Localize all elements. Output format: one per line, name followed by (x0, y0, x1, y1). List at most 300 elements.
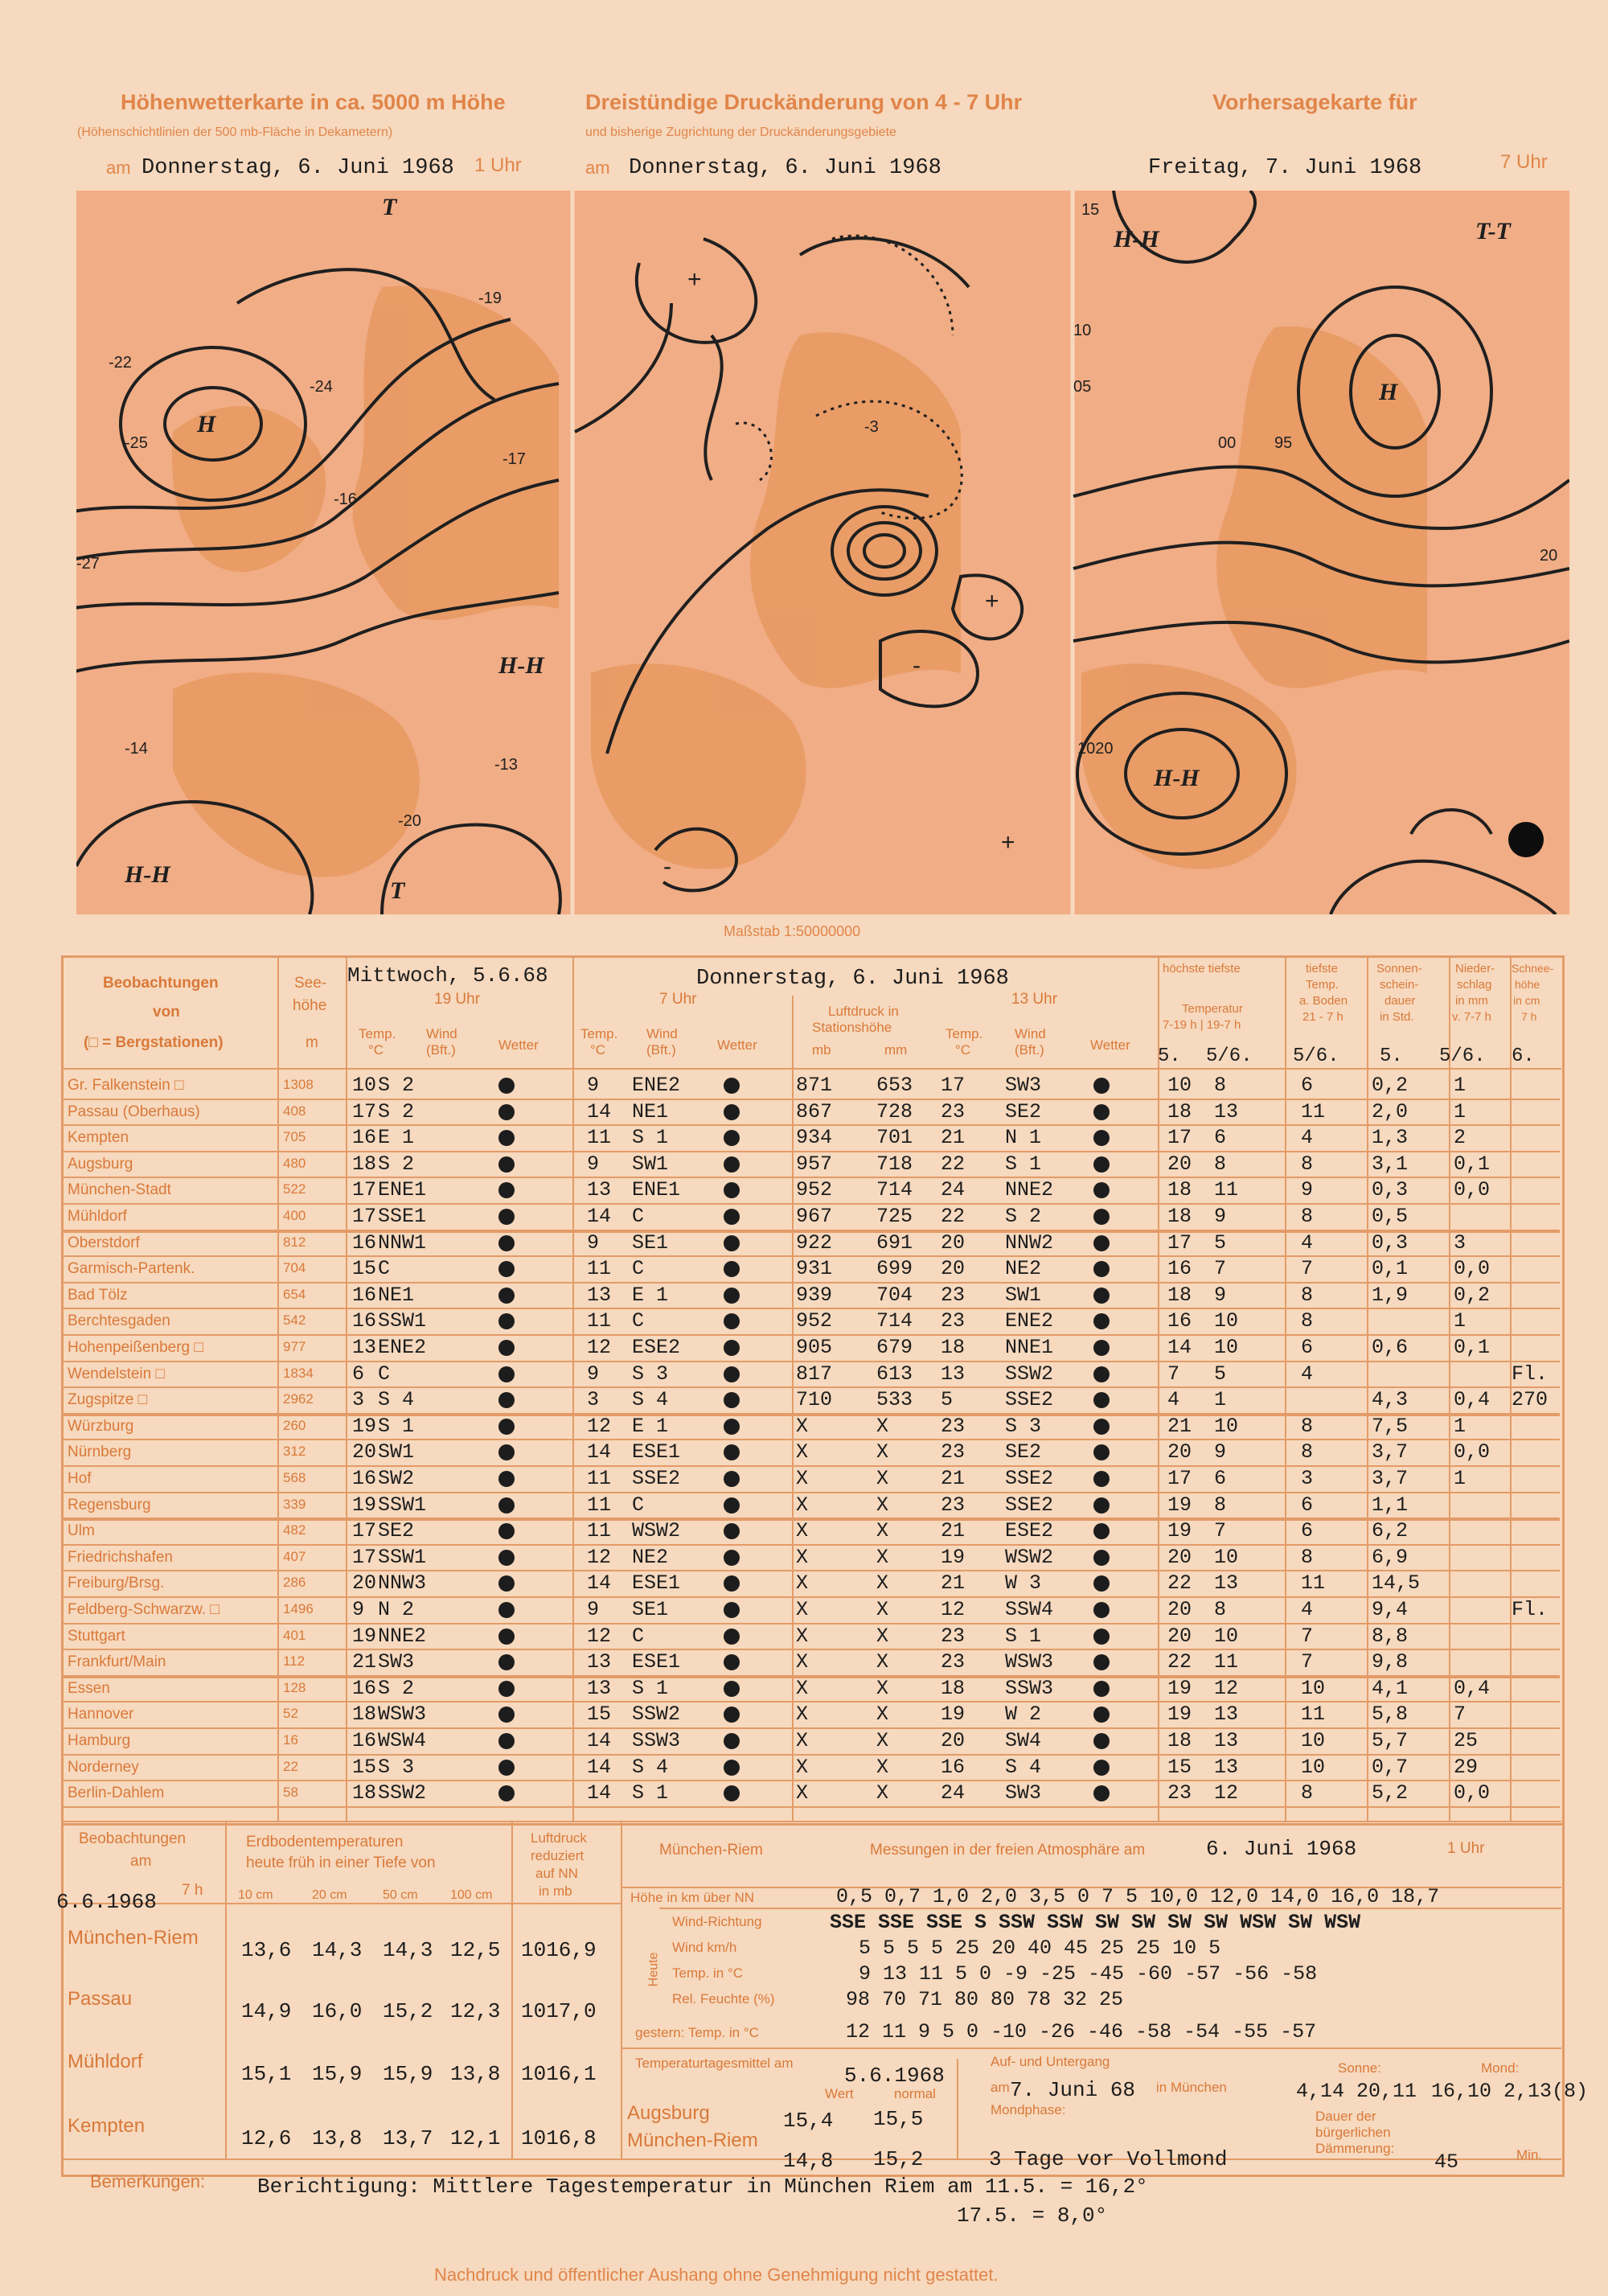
station-name: Bad Tölz (68, 1286, 128, 1304)
weather-symbol-icon (498, 1104, 515, 1120)
table-cell: 718 (876, 1152, 913, 1176)
remarks-line1: Berichtigung: Mittlere Tagestemperatur in München Riem am 11.5. = 16,2° (257, 2175, 1148, 2199)
table-cell: SW3 (1005, 1074, 1042, 1097)
table-cell: 9 (587, 1362, 600, 1386)
table-cell: C (632, 1493, 645, 1517)
table-cell: SSW3 (632, 1729, 681, 1752)
table-cell: 8 (1214, 1598, 1227, 1621)
table-cell: 339 (283, 1496, 306, 1512)
table-cell: 4 (1301, 1362, 1314, 1386)
table-cell: 957 (796, 1152, 833, 1176)
table-cell: 3,1 (1372, 1152, 1409, 1176)
map2-subtitle: und bisherige Zugrichtung der Druckänderungsgebiete (585, 125, 896, 139)
table-cell: 20 (1167, 1440, 1192, 1464)
map3-time: 7 Uhr (1500, 151, 1548, 173)
svg-text:-17: -17 (503, 450, 526, 468)
weather-symbol-icon (498, 1654, 515, 1670)
station-name: Berlin-Dahlem (68, 1785, 165, 1802)
table-cell: 9 (587, 1152, 600, 1176)
table-cell: X (876, 1598, 889, 1621)
table-cell: 407 (283, 1548, 306, 1564)
table-cell: 9 (1214, 1205, 1227, 1228)
table-cell: WSW3 (1005, 1650, 1054, 1674)
table-cell: C (632, 1624, 645, 1648)
aero-date: 6. Juni 1968 (1206, 1837, 1357, 1861)
weather-symbol-icon (724, 1785, 740, 1801)
table-cell: X (876, 1493, 889, 1517)
table-cell: ESE1 (632, 1650, 681, 1674)
weather-symbol-icon (498, 1471, 515, 1487)
weather-symbol-icon (1093, 1733, 1110, 1749)
table-cell: 9 (1214, 1440, 1227, 1464)
table-row (63, 1361, 1560, 1387)
table-cell: 4 (1167, 1388, 1180, 1412)
station-name: Feldberg-Schwarzw. □ (68, 1601, 219, 1618)
weather-symbol-icon (498, 1130, 515, 1146)
weather-symbol-icon (498, 1707, 515, 1723)
table-cell: 817 (796, 1362, 833, 1386)
table-cell: 7 (1301, 1624, 1314, 1648)
table-cell: 17 (352, 1545, 377, 1569)
weather-symbol-icon (724, 1707, 740, 1723)
table-cell: 2962 (283, 1391, 314, 1407)
table-cell: 9 (587, 1074, 600, 1097)
soil-cell: 15,2 (383, 1999, 433, 2023)
station-name: Ulm (68, 1522, 95, 1540)
table-cell: 17 (352, 1519, 377, 1543)
remarks-label: Bemerkungen: (90, 2171, 206, 2191)
table-row (63, 1623, 1560, 1649)
table-cell: 312 (283, 1444, 306, 1460)
table-cell: 2 (1454, 1126, 1466, 1150)
table-cell: N 2 (378, 1598, 415, 1621)
weather-symbol-icon (498, 1629, 515, 1645)
weather-symbol-icon (1093, 1235, 1110, 1251)
table-cell: X (796, 1467, 809, 1490)
table-cell: 13 (1214, 1702, 1239, 1727)
soil-cell: 14,3 (312, 1938, 363, 1962)
table-cell: C (378, 1362, 391, 1386)
weather-symbol-icon (498, 1340, 515, 1356)
table-cell: 0,0 (1454, 1178, 1491, 1202)
table-cell: 10 (1214, 1545, 1239, 1569)
table-cell: 15 (587, 1702, 612, 1727)
table-cell: 533 (876, 1388, 913, 1412)
table-cell: 6 (1214, 1126, 1227, 1150)
weather-symbol-icon (1093, 1654, 1110, 1670)
table-cell: 20 (1167, 1624, 1192, 1648)
weather-symbol-icon (1093, 1261, 1110, 1277)
col-header-obs: Beobachtungen (103, 975, 219, 992)
table-cell: 4,3 (1372, 1388, 1409, 1412)
table-cell: S 3 (378, 1755, 415, 1779)
station-name: Gr. Falkenstein □ (68, 1077, 184, 1094)
weather-symbol-icon (724, 1602, 740, 1618)
station-name: Friedrichshafen (68, 1548, 173, 1566)
aero-humidity: 98 70 71 80 80 78 32 25 (846, 1988, 1124, 2011)
table-cell: 18 (352, 1152, 377, 1176)
table-cell: X (876, 1440, 889, 1464)
weather-symbol-icon (498, 1785, 515, 1801)
table-cell: X (876, 1571, 889, 1596)
table-cell: 10 (1214, 1414, 1239, 1438)
table-cell: 20 (941, 1257, 966, 1281)
sun-times: 4,14 20,11 (1296, 2080, 1417, 2103)
map3-title: Vorhersagekarte für (1212, 90, 1417, 114)
map-label: H (1379, 379, 1398, 405)
weather-symbol-icon (498, 1156, 515, 1173)
table-cell: 0,5 (1372, 1205, 1409, 1228)
weather-symbol-icon (724, 1629, 740, 1645)
table-cell: 0,6 (1372, 1336, 1409, 1359)
map-label: H-H (498, 652, 544, 679)
table-cell: 1308 (283, 1077, 314, 1092)
table-cell: 4 (1301, 1230, 1314, 1255)
table-cell: 0,0 (1454, 1257, 1491, 1281)
table-cell: NNE1 (1005, 1336, 1054, 1359)
table-cell: 0,1 (1454, 1336, 1491, 1359)
table-cell: 728 (876, 1099, 913, 1123)
table-cell: SW1 (632, 1152, 669, 1176)
table-cell: 12 (1214, 1676, 1239, 1700)
soil-cell: 12,5 (450, 1938, 501, 1962)
station-name: München-Stadt (68, 1181, 171, 1199)
punch-hole (1508, 822, 1544, 857)
table-cell: 11 (587, 1309, 612, 1333)
table-cell: 654 (283, 1286, 306, 1302)
table-cell: 16 (1167, 1309, 1192, 1333)
weather-symbol-icon (1093, 1288, 1110, 1304)
table-cell: 7,5 (1372, 1414, 1409, 1438)
table-cell: NNE2 (1005, 1178, 1054, 1202)
weather-symbol-icon (498, 1392, 515, 1408)
table-cell: 22 (1167, 1571, 1192, 1596)
table-cell: 21 (941, 1571, 966, 1596)
table-cell: 4,1 (1372, 1676, 1409, 1700)
weather-symbol-icon (724, 1313, 740, 1329)
table-cell: 17 (1167, 1230, 1192, 1255)
map1-subtitle: (Höhenschichtlinien der 500 mb-Fläche in Dekametern) (77, 125, 393, 139)
table-cell: 0,1 (1372, 1257, 1409, 1281)
table-cell: X (876, 1676, 889, 1700)
svg-text:-22: -22 (109, 354, 132, 372)
weather-symbol-icon (1093, 1366, 1110, 1382)
table-cell: 9 (587, 1598, 600, 1621)
weather-symbol-icon (498, 1419, 515, 1435)
table-cell: 11 (587, 1126, 612, 1150)
table-cell: SSE2 (632, 1467, 681, 1490)
table-cell: SE2 (1005, 1099, 1042, 1123)
table-cell: 8 (1301, 1205, 1314, 1228)
weather-symbol-icon (724, 1130, 740, 1146)
table-cell: 16 (352, 1729, 377, 1752)
table-cell: 23 (941, 1099, 966, 1123)
table-cell: 21 (941, 1519, 966, 1543)
table-cell: 568 (283, 1470, 306, 1485)
table-cell: 10 (1301, 1676, 1326, 1700)
table-cell: 12 (587, 1336, 612, 1359)
soil-cell: 15,9 (383, 2062, 433, 2086)
table-cell: X (876, 1702, 889, 1727)
table-cell: S 1 (1005, 1624, 1042, 1648)
weather-symbol-icon (724, 1497, 740, 1514)
table-cell: SSE2 (1005, 1388, 1054, 1412)
table-cell: 6,2 (1372, 1519, 1409, 1543)
svg-text:-: - (913, 652, 921, 679)
table-cell: X (876, 1624, 889, 1648)
table-cell: 23 (941, 1283, 966, 1307)
table-cell: 701 (876, 1126, 913, 1150)
table-cell: 10 (352, 1074, 377, 1097)
station-name: Freiburg/Brsg. (68, 1575, 165, 1592)
table-cell: 16 (1167, 1257, 1192, 1281)
table-cell: S 1 (632, 1676, 669, 1700)
station-name: Nürnberg (68, 1444, 132, 1461)
table-cell: 867 (796, 1099, 833, 1123)
table-cell: ENE2 (632, 1074, 681, 1097)
table-cell: 17 (352, 1178, 377, 1202)
footer-note: Nachdruck und öffentlicher Aushang ohne Genehmigung nicht gestattet. (434, 2265, 999, 2285)
soil-cell: 14,9 (241, 1999, 292, 2023)
aero-yesterday-temp: 12 11 9 5 0 -10 -26 -46 -58 -54 -55 -57 (846, 2020, 1317, 2043)
table-cell: 0,3 (1372, 1230, 1409, 1255)
table-row (63, 1282, 1560, 1308)
table-cell: 22 (941, 1152, 966, 1176)
table-cell: X (796, 1781, 809, 1805)
table-cell: S 2 (378, 1099, 415, 1123)
table-cell: WSW2 (632, 1519, 681, 1543)
weather-symbol-icon (498, 1209, 515, 1225)
table-cell: 905 (796, 1336, 833, 1359)
table-cell: 18 (1167, 1283, 1192, 1307)
table-cell: ESE2 (632, 1336, 681, 1359)
table-cell: S 1 (378, 1414, 415, 1438)
table-cell: 10 (1301, 1755, 1326, 1779)
table-cell: ENE2 (1005, 1309, 1054, 1333)
table-cell: 19 (352, 1493, 377, 1517)
soil-cell: 15,1 (241, 2062, 292, 2086)
table-cell: 10 (1214, 1336, 1239, 1359)
table-cell: 1,9 (1372, 1283, 1409, 1307)
table-cell: 14 (587, 1099, 612, 1123)
table-cell: 23 (941, 1309, 966, 1333)
table-cell: 12 (587, 1545, 612, 1569)
table-cell: 17 (352, 1205, 377, 1228)
soil-cell: 1016,1 (521, 2062, 597, 2086)
table-cell: 613 (876, 1362, 913, 1386)
weather-symbol-icon (1093, 1209, 1110, 1225)
table-cell: 401 (283, 1627, 306, 1643)
table-cell: 14 (1167, 1336, 1192, 1359)
table-cell: 3 (352, 1388, 365, 1412)
weather-symbol-icon (1093, 1078, 1110, 1094)
table-cell: 15 (352, 1257, 377, 1281)
table-cell: SSE1 (378, 1205, 427, 1228)
weather-symbol-icon (498, 1523, 515, 1539)
table-cell: 0,1 (1454, 1152, 1491, 1176)
table-cell: 9 (587, 1230, 600, 1255)
table-cell: 8 (1214, 1493, 1227, 1517)
table-cell: 19 (1167, 1676, 1192, 1700)
map-scale: Maßstab 1:50000000 (724, 923, 861, 939)
table-cell: 952 (796, 1178, 833, 1202)
table-cell: 12 (941, 1598, 966, 1621)
station-name: Frankfurt/Main (68, 1653, 166, 1671)
weather-symbol-icon (724, 1288, 740, 1304)
soil-cell: 1017,0 (521, 1999, 597, 2023)
table-cell: 13 (587, 1650, 612, 1674)
table-cell: 22 (283, 1758, 298, 1774)
table-cell: 9 (1214, 1283, 1227, 1307)
weather-symbol-icon (724, 1209, 740, 1225)
svg-text:-24: -24 (310, 378, 333, 396)
table-cell: 15 (1167, 1755, 1192, 1779)
table-cell: E 1 (632, 1283, 669, 1307)
table-cell: NE2 (1005, 1257, 1042, 1281)
table-row (63, 1544, 1560, 1571)
table-cell: 0,4 (1454, 1676, 1491, 1700)
table-cell: 18 (352, 1702, 377, 1727)
soil-cell: 15,9 (312, 2062, 363, 2086)
table-cell: 8 (1301, 1309, 1314, 1333)
table-row (63, 1570, 1560, 1596)
table-row (63, 1177, 1560, 1203)
table-cell: 11 (587, 1257, 612, 1281)
table-cell: 8 (1301, 1283, 1314, 1307)
table-cell: 112 (283, 1653, 306, 1670)
table-cell: X (876, 1545, 889, 1569)
table-cell: 705 (283, 1129, 306, 1145)
weather-symbol-icon (1093, 1419, 1110, 1435)
table-cell: 10 (1167, 1074, 1192, 1097)
table-row (63, 1072, 1560, 1099)
weather-symbol-icon (724, 1182, 740, 1198)
weather-symbol-icon (724, 1681, 740, 1697)
table-cell: SSW2 (1005, 1362, 1054, 1386)
table-cell: S 4 (378, 1388, 415, 1412)
svg-text:15: 15 (1081, 201, 1100, 219)
table-cell: X (876, 1519, 889, 1543)
station-name: Passau (Oberhaus) (68, 1103, 200, 1120)
aero-heights: 0,5 0,7 1,0 2,0 3,5 0 7 5 10,0 12,0 14,0 16,0 18,7 (836, 1885, 1440, 1908)
weather-symbol-icon (498, 1681, 515, 1697)
table-cell: W 2 (1005, 1702, 1042, 1727)
table-cell: SSW4 (1005, 1598, 1054, 1621)
table-cell: 6 (1301, 1074, 1314, 1097)
table-row (63, 1754, 1560, 1781)
table-cell: 14 (587, 1781, 612, 1805)
table-cell: 4 (1301, 1126, 1314, 1150)
table-cell: 7 (1214, 1257, 1227, 1281)
table-cell: 0,2 (1454, 1283, 1491, 1307)
table-cell: 11 (1214, 1178, 1239, 1202)
soil-cell: 13,8 (312, 2126, 363, 2150)
weather-symbol-icon (1093, 1444, 1110, 1460)
station-name: Augsburg (68, 1155, 133, 1173)
table-cell: C (632, 1309, 645, 1333)
station-name: Hof (68, 1470, 92, 1487)
soil-station: Mühldorf (68, 2051, 143, 2072)
weather-symbol-icon (724, 1444, 740, 1460)
weather-symbol-icon (1093, 1471, 1110, 1487)
table-cell: E 1 (378, 1126, 415, 1150)
table-cell: N 1 (1005, 1126, 1042, 1150)
table-row (63, 1334, 1560, 1361)
table-cell: S 3 (632, 1362, 669, 1386)
table-cell: 6 (352, 1362, 365, 1386)
table-cell: SSW1 (378, 1545, 427, 1569)
table-cell: NNE2 (378, 1624, 427, 1648)
table-cell: 9,8 (1372, 1650, 1409, 1674)
table-cell: 16 (941, 1755, 966, 1779)
table-cell: 653 (876, 1074, 913, 1097)
soil-station: München-Riem (68, 1927, 199, 1949)
svg-text:-25: -25 (125, 434, 148, 452)
table-cell: 871 (796, 1074, 833, 1097)
weather-symbol-icon (498, 1182, 515, 1198)
weather-symbol-icon (724, 1366, 740, 1382)
table-cell: 128 (283, 1679, 306, 1695)
table-cell: 7 (1301, 1257, 1314, 1281)
table-cell: 13 (1214, 1755, 1239, 1779)
table-cell: 21 (941, 1126, 966, 1150)
table-cell: 714 (876, 1309, 913, 1333)
table-cell: S 2 (378, 1152, 415, 1176)
table-cell: 3 (1301, 1467, 1314, 1490)
station-name: Berchtesgaden (68, 1312, 170, 1330)
table-cell: E 1 (632, 1414, 669, 1438)
table-cell: 20 (1167, 1545, 1192, 1569)
table-cell: S 4 (632, 1755, 669, 1779)
weather-symbol-icon (1093, 1523, 1110, 1539)
weather-symbol-icon (498, 1733, 515, 1749)
table-cell: 12 (587, 1414, 612, 1438)
table-cell: 58 (283, 1785, 298, 1801)
table-cell: 967 (796, 1205, 833, 1228)
weather-symbol-icon (724, 1392, 740, 1408)
table-cell: X (796, 1702, 809, 1727)
table-cell: ESE2 (1005, 1519, 1054, 1543)
table-cell: 19 (1167, 1519, 1192, 1543)
table-cell: 16 (352, 1230, 377, 1255)
table-cell: 15 (352, 1755, 377, 1779)
table-cell: 20 (1167, 1598, 1192, 1621)
table-cell: 9,4 (1372, 1598, 1409, 1621)
weather-symbol-icon (1093, 1130, 1110, 1146)
table-cell: 22 (941, 1205, 966, 1228)
table-cell: SW1 (378, 1440, 415, 1464)
table-row (63, 1465, 1560, 1492)
table-cell: 14 (587, 1205, 612, 1228)
table-cell: 20 (1167, 1152, 1192, 1176)
table-cell: 1 (1454, 1467, 1466, 1490)
table-cell: 1834 (283, 1365, 314, 1381)
table-cell: 1496 (283, 1601, 314, 1616)
map1-am: am (106, 158, 131, 178)
table-cell: SSW1 (378, 1493, 427, 1517)
map-label: H-H (1154, 765, 1200, 791)
table-cell: S 2 (1005, 1205, 1042, 1228)
table-cell: 1 (1454, 1414, 1466, 1438)
table-cell: 725 (876, 1205, 913, 1228)
map2-title: Dreistündige Druckänderung von 4 - 7 Uhr (585, 90, 1023, 114)
soil-cell: 14,3 (383, 1938, 433, 1962)
table-cell: 11 (1301, 1702, 1326, 1727)
map-label: H-H (125, 861, 170, 888)
svg-text:-16: -16 (334, 491, 357, 508)
weather-symbol-icon (1093, 1313, 1110, 1329)
station-name: Oberstdorf (68, 1234, 140, 1251)
